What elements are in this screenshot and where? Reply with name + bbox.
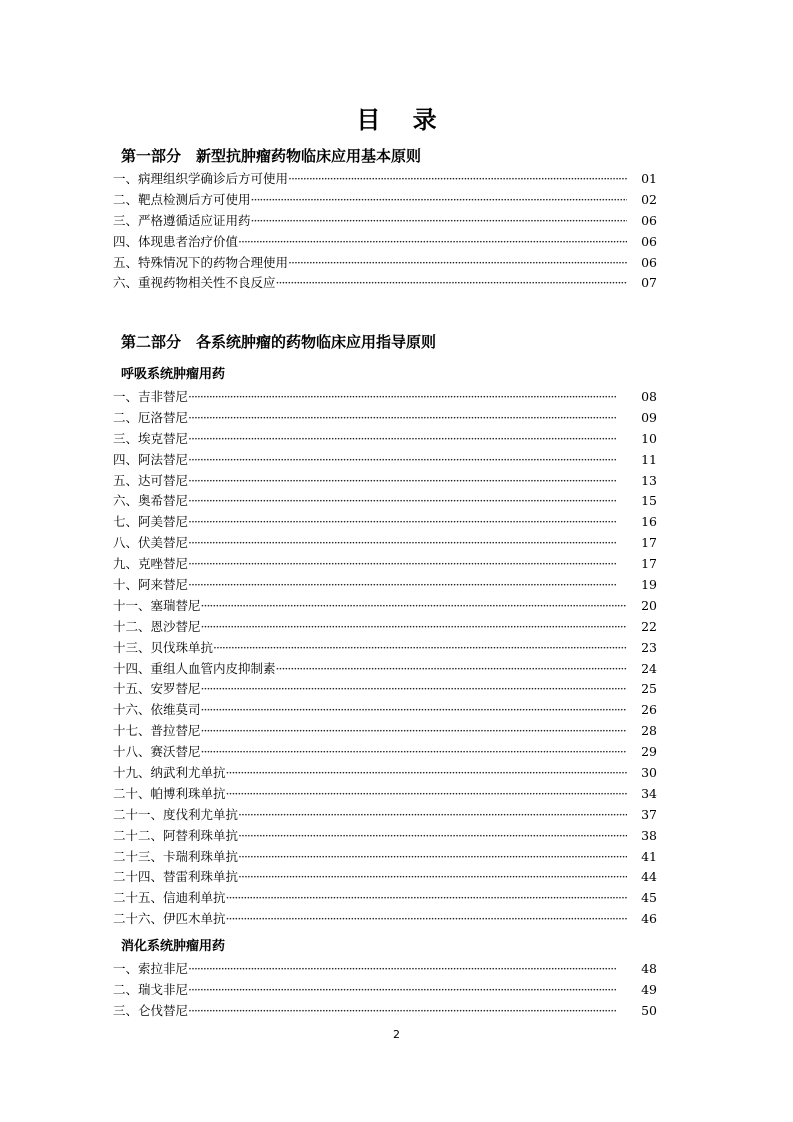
toc-leader	[188, 980, 627, 1001]
toc-leader	[188, 429, 627, 450]
toc-entry-page: 06	[641, 254, 657, 270]
toc-entry-label: 二十五、信迪利单抗	[113, 890, 226, 906]
toc-leader	[288, 253, 627, 274]
toc-entry-label: 七、阿美替尼	[113, 514, 189, 530]
toc-entry-label: 三、仑伐替尼	[113, 1002, 189, 1018]
toc-entry-page: 22	[641, 618, 657, 634]
toc-entry[interactable]	[113, 763, 657, 784]
toc-entry-label: 十一、塞瑞替尼	[113, 597, 201, 613]
toc-entry-label: 四、体现患者治疗价值	[113, 233, 239, 249]
toc-leader	[238, 847, 627, 868]
toc-entry-label: 二十三、卡瑞利珠单抗	[113, 848, 239, 864]
toc-entry[interactable]	[113, 826, 657, 847]
toc-entry-label: 八、伏美替尼	[113, 535, 189, 551]
toc-entry-label: 十七、普拉替尼	[113, 723, 201, 739]
toc-entry-label: 一、病理组织学确诊后方可使用	[113, 171, 289, 186]
toc-entry-label: 三、严格遵循适应证用药	[113, 212, 251, 228]
toc-entry-label: 二、厄洛替尼	[113, 409, 189, 425]
toc-entry[interactable]	[113, 867, 657, 888]
part2-heading: 第二部分 各系统肿瘤的药物临床应用指导原则	[121, 333, 437, 351]
toc-entry-page: 29	[641, 744, 657, 760]
toc-entry-page: 49	[641, 981, 657, 997]
toc-entry-label: 三、埃克替尼	[113, 430, 189, 446]
toc-entry-page: 20	[641, 597, 657, 613]
toc-entry-label: 五、特殊情况下的药物合理使用	[113, 254, 289, 270]
toc-entry-label: 十九、纳武利尤单抗	[113, 765, 226, 781]
toc-leader	[188, 575, 627, 596]
toc-entry-label: 六、奥希替尼	[113, 493, 189, 509]
part1-toc	[113, 169, 657, 294]
toc-leader	[188, 471, 627, 492]
toc-entry[interactable]	[113, 429, 657, 450]
toc-entry-label: 四、阿法替尼	[113, 451, 189, 467]
toc-entry-label: 十五、安罗替尼	[113, 681, 201, 697]
toc-entry-page: 24	[641, 660, 657, 676]
section-heading-digestive: 消化系统肿瘤用药	[121, 939, 226, 954]
toc-entry-label: 二十、帕博利珠单抗	[113, 785, 226, 801]
digestive-toc	[113, 959, 657, 1022]
toc-entry-label: 二、瑞戈非尼	[113, 981, 189, 997]
toc-leader	[213, 638, 627, 659]
toc-entry[interactable]	[113, 253, 657, 274]
toc-entry-page: 23	[641, 639, 657, 655]
page-title: 目 录	[356, 106, 449, 134]
toc-leader	[276, 273, 627, 294]
toc-leader	[188, 959, 627, 980]
toc-entry[interactable]	[113, 512, 657, 533]
toc-entry-page: 44	[641, 869, 657, 885]
toc-entry-label: 二十二、阿替利珠单抗	[113, 827, 239, 843]
toc-entry[interactable]	[113, 721, 657, 742]
toc-leader	[188, 408, 627, 429]
toc-entry[interactable]	[113, 700, 657, 721]
section-heading-respiratory: 呼吸系统肿瘤用药	[121, 367, 226, 382]
toc-entry-label: 二十一、度伐利尤单抗	[113, 806, 239, 822]
toc-entry[interactable]	[113, 679, 657, 700]
toc-entry-page: 38	[641, 827, 657, 843]
toc-entry[interactable]	[113, 408, 657, 429]
toc-entry-page: 16	[641, 514, 657, 530]
toc-entry-page: 11	[641, 451, 657, 467]
toc-entry-page: 28	[641, 723, 657, 739]
toc-entry[interactable]	[113, 888, 657, 909]
toc-leader	[251, 190, 627, 211]
toc-entry-page: 02	[641, 191, 657, 207]
toc-entry[interactable]	[113, 659, 657, 680]
toc-entry-label: 二、靶点检测后方可使用	[113, 191, 251, 207]
toc-leader	[201, 596, 627, 617]
toc-leader	[188, 491, 627, 512]
toc-entry-page: 48	[641, 961, 657, 976]
toc-leader	[226, 763, 627, 784]
toc-leader	[188, 450, 627, 471]
toc-entry[interactable]	[113, 575, 657, 596]
toc-entry-page: 17	[641, 556, 657, 572]
part1-heading: 第一部分 新型抗肿瘤药物临床应用基本原则	[121, 147, 422, 165]
toc-entry-label: 十四、重组人血管内皮抑制素	[113, 660, 276, 676]
toc-leader	[188, 387, 627, 408]
toc-entry-page: 37	[641, 806, 657, 822]
toc-entry-label: 五、达可替尼	[113, 472, 189, 488]
toc-leader	[238, 826, 627, 847]
toc-entry-label: 十八、赛沃替尼	[113, 744, 201, 760]
toc-entry[interactable]	[113, 450, 657, 471]
toc-entry-label: 二十四、替雷利珠单抗	[113, 869, 239, 885]
toc-entry-page: 01	[641, 171, 657, 186]
toc-entry-page: 09	[641, 409, 657, 425]
toc-entry-page: 10	[641, 430, 657, 446]
toc-entry[interactable]	[113, 211, 657, 232]
toc-leader	[251, 211, 627, 232]
toc-entry-page: 13	[641, 472, 657, 488]
toc-leader	[201, 742, 627, 763]
toc-entry[interactable]	[113, 554, 657, 575]
toc-entry[interactable]	[113, 805, 657, 826]
toc-entry[interactable]	[113, 596, 657, 617]
toc-entry-page: 45	[641, 890, 657, 906]
page-number: 2	[393, 1028, 400, 1041]
toc-entry[interactable]	[113, 232, 657, 253]
toc-entry-page: 26	[641, 702, 657, 718]
toc-leader	[226, 888, 627, 909]
toc-entry[interactable]	[113, 471, 657, 492]
toc-entry-label: 九、克唑替尼	[113, 556, 189, 572]
toc-entry-page: 25	[641, 681, 657, 697]
toc-leader	[201, 617, 627, 638]
toc-entry[interactable]	[113, 742, 657, 763]
toc-entry-page: 41	[641, 848, 657, 864]
respiratory-toc	[113, 387, 657, 930]
toc-entry[interactable]	[113, 909, 657, 930]
toc-leader	[238, 232, 627, 253]
toc-entry-label: 十二、恩沙替尼	[113, 618, 201, 634]
toc-leader	[238, 867, 627, 888]
toc-leader	[201, 679, 627, 700]
toc-entry-page: 08	[641, 389, 657, 404]
toc-entry-page: 06	[641, 233, 657, 249]
toc-entry[interactable]	[113, 273, 657, 294]
toc-entry-label: 十三、贝伐珠单抗	[113, 639, 214, 655]
toc-entry-label: 一、索拉非尼	[113, 961, 189, 976]
toc-entry[interactable]	[113, 617, 657, 638]
toc-leader	[226, 784, 627, 805]
toc-entry-page: 17	[641, 535, 657, 551]
toc-entry-page: 06	[641, 212, 657, 228]
toc-entry[interactable]	[113, 847, 657, 868]
toc-entry-label: 二十六、伊匹木单抗	[113, 911, 226, 927]
toc-entry[interactable]	[113, 959, 657, 980]
toc-entry-page: 34	[641, 785, 657, 801]
toc-entry-label: 十、阿来替尼	[113, 577, 189, 593]
toc-leader	[226, 909, 627, 930]
toc-entry[interactable]	[113, 533, 657, 554]
toc-leader	[288, 169, 627, 190]
toc-entry[interactable]	[113, 1001, 657, 1022]
toc-entry-label: 一、吉非替尼	[113, 389, 189, 404]
toc-leader	[276, 659, 627, 680]
toc-leader	[201, 700, 627, 721]
toc-entry-label: 十六、依维莫司	[113, 702, 201, 718]
toc-leader	[188, 512, 627, 533]
toc-entry[interactable]	[113, 169, 657, 190]
toc-entry[interactable]	[113, 638, 657, 659]
toc-entry[interactable]	[113, 387, 657, 408]
toc-entry-page: 07	[641, 275, 657, 291]
toc-leader	[188, 533, 627, 554]
toc-entry[interactable]	[113, 190, 657, 211]
toc-entry[interactable]	[113, 784, 657, 805]
toc-entry-page: 46	[641, 911, 657, 927]
toc-entry-page: 30	[641, 765, 657, 781]
toc-leader	[201, 721, 627, 742]
toc-entry[interactable]	[113, 980, 657, 1001]
toc-entry-label: 六、重视药物相关性不良反应	[113, 275, 276, 291]
toc-entry-page: 19	[641, 577, 657, 593]
toc-leader	[188, 554, 627, 575]
toc-entry-page: 15	[641, 493, 657, 509]
toc-leader	[188, 1001, 627, 1022]
toc-entry[interactable]	[113, 491, 657, 512]
toc-leader	[238, 805, 627, 826]
toc-entry-page: 50	[641, 1002, 657, 1018]
